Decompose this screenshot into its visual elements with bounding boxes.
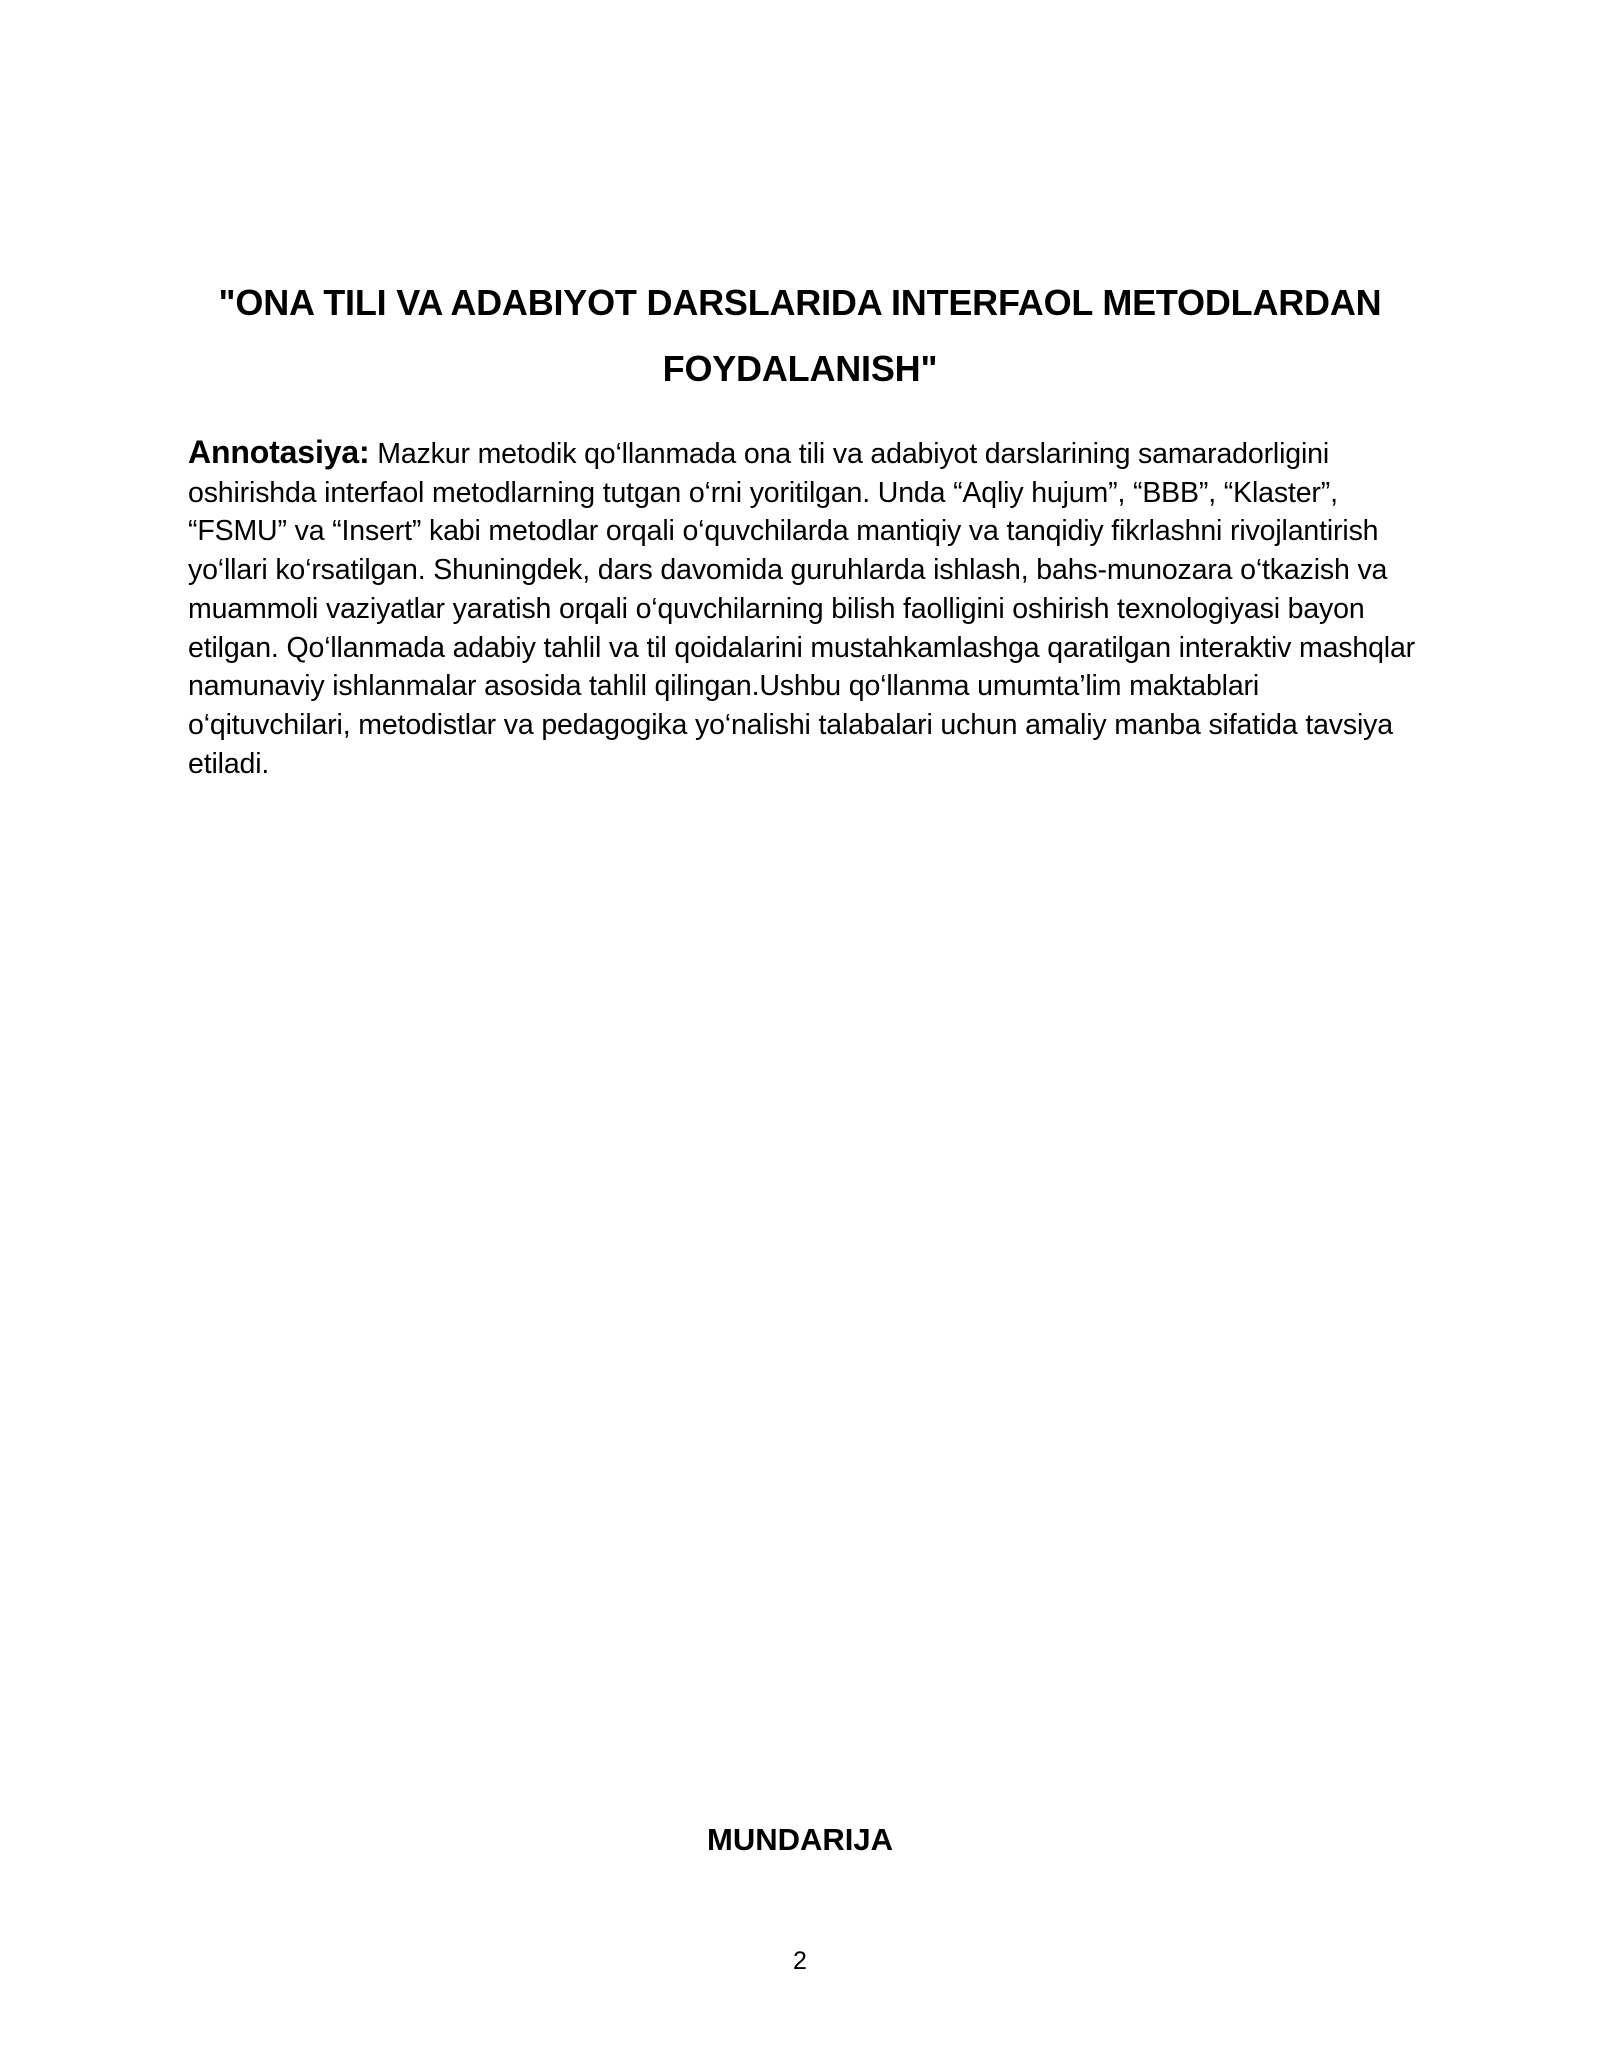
annotation-text: Mazkur metodik qo‘llanmada ona tili va adabiyot darslarining samaradorligini oshirishda interfaol metodlarning tutgan o‘rni yoritilgan. Unda “Aqliy hujum”, “BBB”, “Klaster”, “FSMU” va “Insert” kabi metodlar orqali o‘quvchilarda mantiqiy va tanqidiy fikrlashni rivojlantirish yo‘llari ko‘rsatilgan. Shuningdek, dars davomida guruhlarda ishlash, bahs-munozara o‘tkazish va muammoli vaziyatlar yaratish orqali o‘quvchilarning bilish faolligini oshirish texnologiyasi bayon etilgan. Qo‘llanmada adabiy tahlil va til qoidalarini mustahkamlashga qaratilgan interaktiv mashqlar namunaviy ishlanmalar asosida tahlil qilingan.Ushbu qo‘llanma umumta’lim maktablari o‘qituvchilari, metodistlar va pedagogika yo‘nalishi talabalari uchun amaliy manba sifatida tavsiya etiladi.: [188, 438, 1416, 780]
annotation-label: Annotasiya:: [188, 434, 370, 470]
annotation-paragraph: [188, 433, 1418, 783]
page-number: 2: [793, 1947, 807, 1975]
document-title: "ONA TILI VA ADABIYOT DARSLARIDA INTERFAOL METODLARDAN FOYDALANISH": [218, 282, 1382, 389]
table-of-contents-heading: MUNDARIJA: [707, 1822, 893, 1857]
